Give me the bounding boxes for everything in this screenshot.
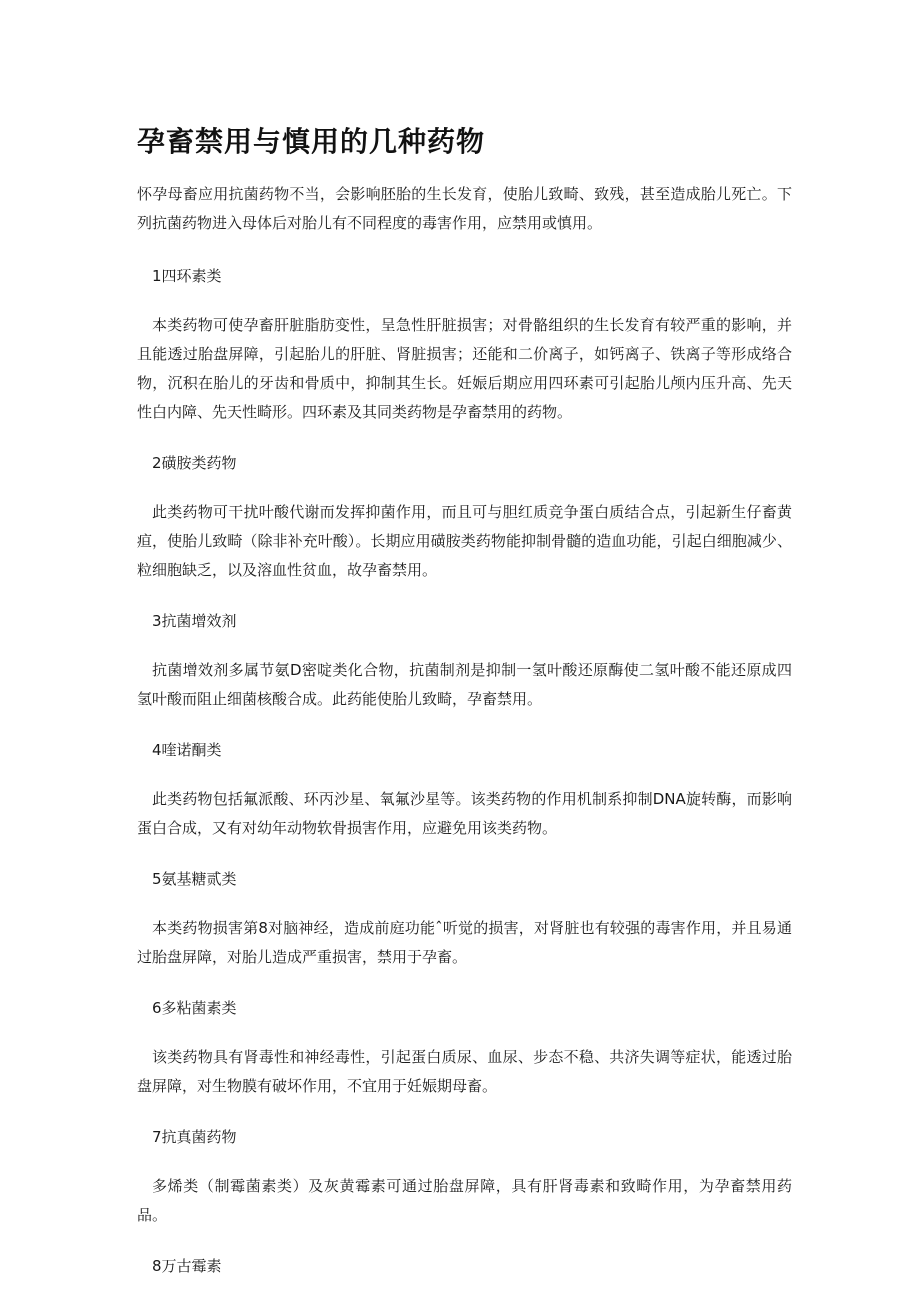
section-heading: 5氨基糖贰类 [152, 870, 237, 888]
intro-paragraph: 怀孕母畜应用抗菌药物不当，会影响胚胎的生长发育，使胎儿致畸、致残，甚至造成胎儿死亡。下列抗菌药物进入母体后对胎儿有不同程度的毒害作用，应禁用或慎用。 [137, 185, 792, 232]
section-tetracyclines [137, 262, 792, 427]
section-body: 该类药物具有肾毒性和神经毒性，引起蛋白质尿、血尿、步态不稳、共济失调等症状，能透过胎盘屏障，对生物膜有破坏作用，不宜用于妊娠期母畜。 [137, 1048, 792, 1095]
document-page [137, 118, 792, 1301]
section-vancomycin [137, 1252, 792, 1281]
section-body: 本类药物损害第8对脑神经，造成前庭功能ˆ听觉的损害，对肾脏也有较强的毒害作用，并且易通过胎盘屏障，对胎儿造成严重损害，禁用于孕畜。 [137, 919, 792, 966]
document-title: 孕畜禁用与慎用的几种药物 [137, 125, 486, 158]
section-body: 本类药物可使孕畜肝脏脂肪变性，呈急性肝脏损害；对骨骼组织的生长发育有较严重的影响，并且能透过胎盘屏障，引起胎儿的肝脏、肾脏损害；还能和二价离子，如钙离子、铁离子等形成络合物，沉积在胎儿的牙齿和骨质中，抑制其生长。妊娠后期应用四环素可引起胎儿颅内压升高、先天性白内障、先天性畸形。四环素及其同类药物是孕畜禁用的药物。 [137, 316, 792, 421]
section-body: 多烯类（制霉菌素类）及灰黄霉素可通过胎盘屏障，具有肝肾毒素和致畸作用，为孕畜禁用药品。 [137, 1177, 792, 1224]
section-body: 此类药物包括氟派酸、环丙沙星、氧氟沙星等。该类药物的作用机制系抑制DNA旋转酶，而影响蛋白合成，又有对幼年动物软骨损害作用，应避免用该类药物。 [137, 790, 792, 837]
section-sulfonamides [137, 449, 792, 585]
section-heading: 7抗真菌药物 [152, 1128, 237, 1146]
section-body: 抗菌增效剂多属节氨D密啶类化合物，抗菌制剂是抑制一氢叶酸还原酶使二氢叶酸不能还原成四氢叶酸而阻止细菌核酸合成。此药能使胎儿致畸，孕畜禁用。 [137, 661, 792, 708]
section-heading: 4喹诺酮类 [152, 741, 222, 759]
section-heading: 1四环素类 [152, 267, 222, 285]
section-quinolones [137, 736, 792, 843]
section-antifungals [137, 1123, 792, 1230]
section-synergists [137, 607, 792, 714]
section-heading: 8万古霉素 [152, 1257, 222, 1275]
section-body: 此类药物可干扰叶酸代谢而发挥抑菌作用，而且可与胆红质竞争蛋白质结合点，引起新生仔畜黄疸，使胎儿致畸（除非补充叶酸）。长期应用磺胺类药物能抑制骨髓的造血功能，引起白细胞减少、粒细胞缺乏，以及溶血性贫血，故孕畜禁用。 [137, 503, 792, 579]
section-aminoglycosides [137, 865, 792, 972]
section-heading: 6多粘菌素类 [152, 999, 237, 1017]
section-heading: 2磺胺类药物 [152, 454, 237, 472]
section-heading: 3抗菌增效剂 [152, 612, 237, 630]
section-polymyxins [137, 994, 792, 1101]
